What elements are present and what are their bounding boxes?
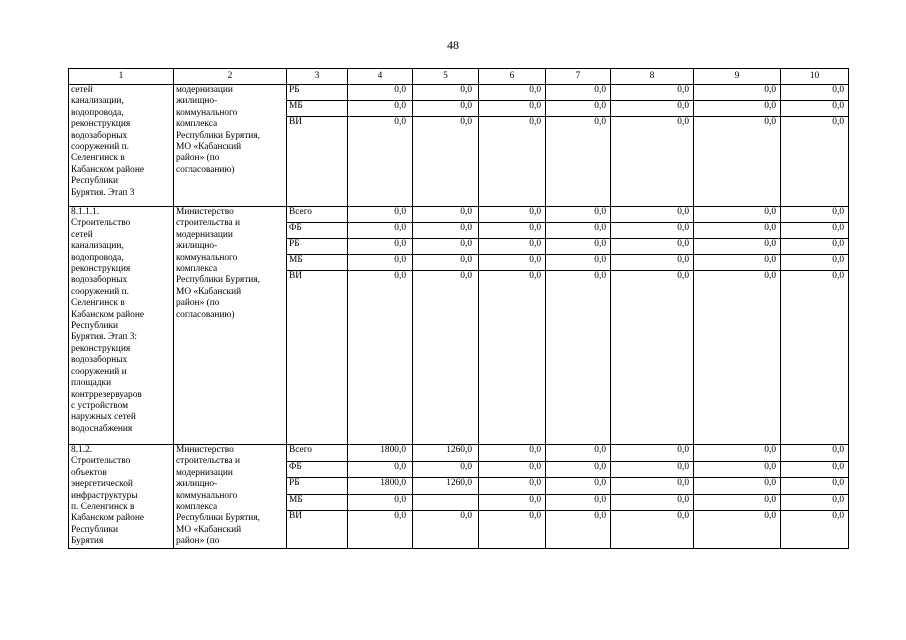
value-cell: 0,0 xyxy=(694,271,781,445)
value-cell: 0,0 xyxy=(694,255,781,271)
value-cell: 0,0 xyxy=(479,255,546,271)
value-cell: 0,0 xyxy=(348,461,413,478)
funding-source-cell: ВИ xyxy=(287,117,348,207)
value-cell: 0,0 xyxy=(546,223,611,239)
value-cell: 0,0 xyxy=(348,223,413,239)
value-cell: 0,0 xyxy=(781,511,849,548)
value-cell: 0,0 xyxy=(413,85,479,101)
table-row xyxy=(69,445,849,462)
value-cell: 0,0 xyxy=(694,461,781,478)
value-cell: 1260,0 xyxy=(413,445,479,462)
value-cell: 0,0 xyxy=(546,85,611,101)
value-cell: 0,0 xyxy=(348,85,413,101)
value-cell: 0,0 xyxy=(546,494,611,511)
value-cell: 0,0 xyxy=(348,101,413,117)
value-cell: 0,0 xyxy=(781,117,849,207)
value-cell: 0,0 xyxy=(611,85,694,101)
value-cell: 0,0 xyxy=(413,207,479,223)
value-cell: 0,0 xyxy=(479,461,546,478)
value-cell: 0,0 xyxy=(781,207,849,223)
funding-source-cell: МБ xyxy=(287,101,348,117)
value-cell: 0,0 xyxy=(479,117,546,207)
value-cell: 0,0 xyxy=(611,461,694,478)
header-cell: 6 xyxy=(479,69,546,85)
value-cell: 0,0 xyxy=(611,223,694,239)
value-cell: 0,0 xyxy=(546,255,611,271)
executor-cell: Министерство строительства и модернизации жилищно- коммунального комплекса Республики Бурятия, МО «Кабанский район» (по согласованию) xyxy=(174,207,287,445)
value-cell: 0,0 xyxy=(781,85,849,101)
header-cell: 4 xyxy=(348,69,413,85)
header-cell: 3 xyxy=(287,69,348,85)
value-cell: 0,0 xyxy=(694,207,781,223)
value-cell: 0,0 xyxy=(694,478,781,495)
value-cell: 0,0 xyxy=(413,239,479,255)
value-cell: 0,0 xyxy=(348,494,413,511)
value-cell: 0,0 xyxy=(611,207,694,223)
activity-name-cell: 8.1.2. Строительство объектов энергетической инфраструктуры п. Селенгинск в Кабанском районе Республики Бурятия xyxy=(69,445,174,549)
value-cell: 0,0 xyxy=(413,255,479,271)
value-cell: 0,0 xyxy=(546,207,611,223)
value-cell: 0,0 xyxy=(694,239,781,255)
value-cell: 0,0 xyxy=(611,101,694,117)
header-cell: 7 xyxy=(546,69,611,85)
value-cell: 0,0 xyxy=(479,494,546,511)
value-cell: 0,0 xyxy=(479,239,546,255)
header-cell: 10 xyxy=(781,69,849,85)
header-cell: 5 xyxy=(413,69,479,85)
value-cell xyxy=(413,494,479,511)
value-cell: 0,0 xyxy=(694,511,781,548)
value-cell: 0,0 xyxy=(694,85,781,101)
value-cell: 0,0 xyxy=(611,445,694,462)
value-cell: 0,0 xyxy=(694,494,781,511)
value-cell: 0,0 xyxy=(546,117,611,207)
funding-source-cell: ФБ xyxy=(287,223,348,239)
header-cell: 1 xyxy=(69,69,174,85)
value-cell: 0,0 xyxy=(611,271,694,445)
funding-source-cell: ВИ xyxy=(287,511,348,548)
value-cell: 0,0 xyxy=(479,101,546,117)
value-cell: 0,0 xyxy=(694,445,781,462)
value-cell: 0,0 xyxy=(479,445,546,462)
value-cell: 0,0 xyxy=(546,271,611,445)
value-cell: 0,0 xyxy=(546,239,611,255)
value-cell: 0,0 xyxy=(413,511,479,548)
value-cell: 0,0 xyxy=(611,511,694,548)
funding-source-cell: ВИ xyxy=(287,271,348,445)
value-cell: 0,0 xyxy=(413,101,479,117)
value-cell: 0,0 xyxy=(694,223,781,239)
activity-name-cell: 8.1.1.1. Строительство сетей канализации, водопровода, реконструкция водозаборных сооружений п. Селенгинск в Кабанском районе Республики Бурятия. Этап 3: реконструкция водозаборных сооружений и площадки контррезервуаров с устройством наружных сетей водоснабжения xyxy=(69,207,174,445)
value-cell: 0,0 xyxy=(413,271,479,445)
value-cell: 0,0 xyxy=(611,117,694,207)
funding-source-cell: Всего xyxy=(287,207,348,223)
value-cell: 0,0 xyxy=(546,101,611,117)
value-cell: 1260,0 xyxy=(413,478,479,495)
value-cell: 0,0 xyxy=(479,223,546,239)
value-cell: 0,0 xyxy=(611,239,694,255)
value-cell: 0,0 xyxy=(611,478,694,495)
value-cell: 0,0 xyxy=(479,207,546,223)
page-number: 48 xyxy=(447,38,459,52)
value-cell: 0,0 xyxy=(546,445,611,462)
header-cell: 2 xyxy=(174,69,287,85)
value-cell: 0,0 xyxy=(348,117,413,207)
value-cell: 0,0 xyxy=(348,207,413,223)
value-cell: 0,0 xyxy=(348,239,413,255)
value-cell: 0,0 xyxy=(413,223,479,239)
value-cell: 0,0 xyxy=(781,461,849,478)
value-cell: 0,0 xyxy=(546,478,611,495)
funding-source-cell: РБ xyxy=(287,478,348,495)
header-cell: 9 xyxy=(694,69,781,85)
table-row xyxy=(69,207,849,223)
value-cell: 0,0 xyxy=(694,117,781,207)
value-cell: 0,0 xyxy=(781,239,849,255)
value-cell: 0,0 xyxy=(781,101,849,117)
funding-source-cell: РБ xyxy=(287,239,348,255)
value-cell: 0,0 xyxy=(348,271,413,445)
value-cell: 0,0 xyxy=(413,461,479,478)
funding-source-cell: Всего xyxy=(287,445,348,462)
value-cell: 0,0 xyxy=(781,223,849,239)
value-cell: 1800,0 xyxy=(348,478,413,495)
value-cell: 0,0 xyxy=(611,494,694,511)
value-cell: 0,0 xyxy=(413,117,479,207)
funding-source-cell: МБ xyxy=(287,494,348,511)
funding-source-cell: ФБ xyxy=(287,461,348,478)
value-cell: 1800,0 xyxy=(348,445,413,462)
activity-name-cell: сетей канализации, водопровода, реконструкция водозаборных сооружений п. Селенгинск в Кабанском районе Республики Бурятия. Этап 3 xyxy=(69,85,174,207)
value-cell: 0,0 xyxy=(611,255,694,271)
value-cell: 0,0 xyxy=(348,255,413,271)
value-cell: 0,0 xyxy=(479,271,546,445)
value-cell: 0,0 xyxy=(781,494,849,511)
table-row xyxy=(69,85,849,101)
value-cell: 0,0 xyxy=(479,511,546,548)
header-row xyxy=(69,69,849,85)
header-cell: 8 xyxy=(611,69,694,85)
value-cell: 0,0 xyxy=(781,478,849,495)
value-cell: 0,0 xyxy=(546,511,611,548)
value-cell: 0,0 xyxy=(781,445,849,462)
value-cell: 0,0 xyxy=(479,478,546,495)
executor-cell: модернизации жилищно- коммунального комплекса Республики Бурятия, МО «Кабанский район» (по согласованию) xyxy=(174,85,287,207)
executor-cell: Министерство строительства и модернизации жилищно- коммунального комплекса Республики Бурятия, МО «Кабанский район» (по xyxy=(174,445,287,549)
value-cell: 0,0 xyxy=(781,271,849,445)
funding-table xyxy=(68,68,849,549)
value-cell: 0,0 xyxy=(479,85,546,101)
funding-source-cell: РБ xyxy=(287,85,348,101)
value-cell: 0,0 xyxy=(781,255,849,271)
funding-source-cell: МБ xyxy=(287,255,348,271)
value-cell: 0,0 xyxy=(348,511,413,548)
value-cell: 0,0 xyxy=(546,461,611,478)
value-cell: 0,0 xyxy=(694,101,781,117)
